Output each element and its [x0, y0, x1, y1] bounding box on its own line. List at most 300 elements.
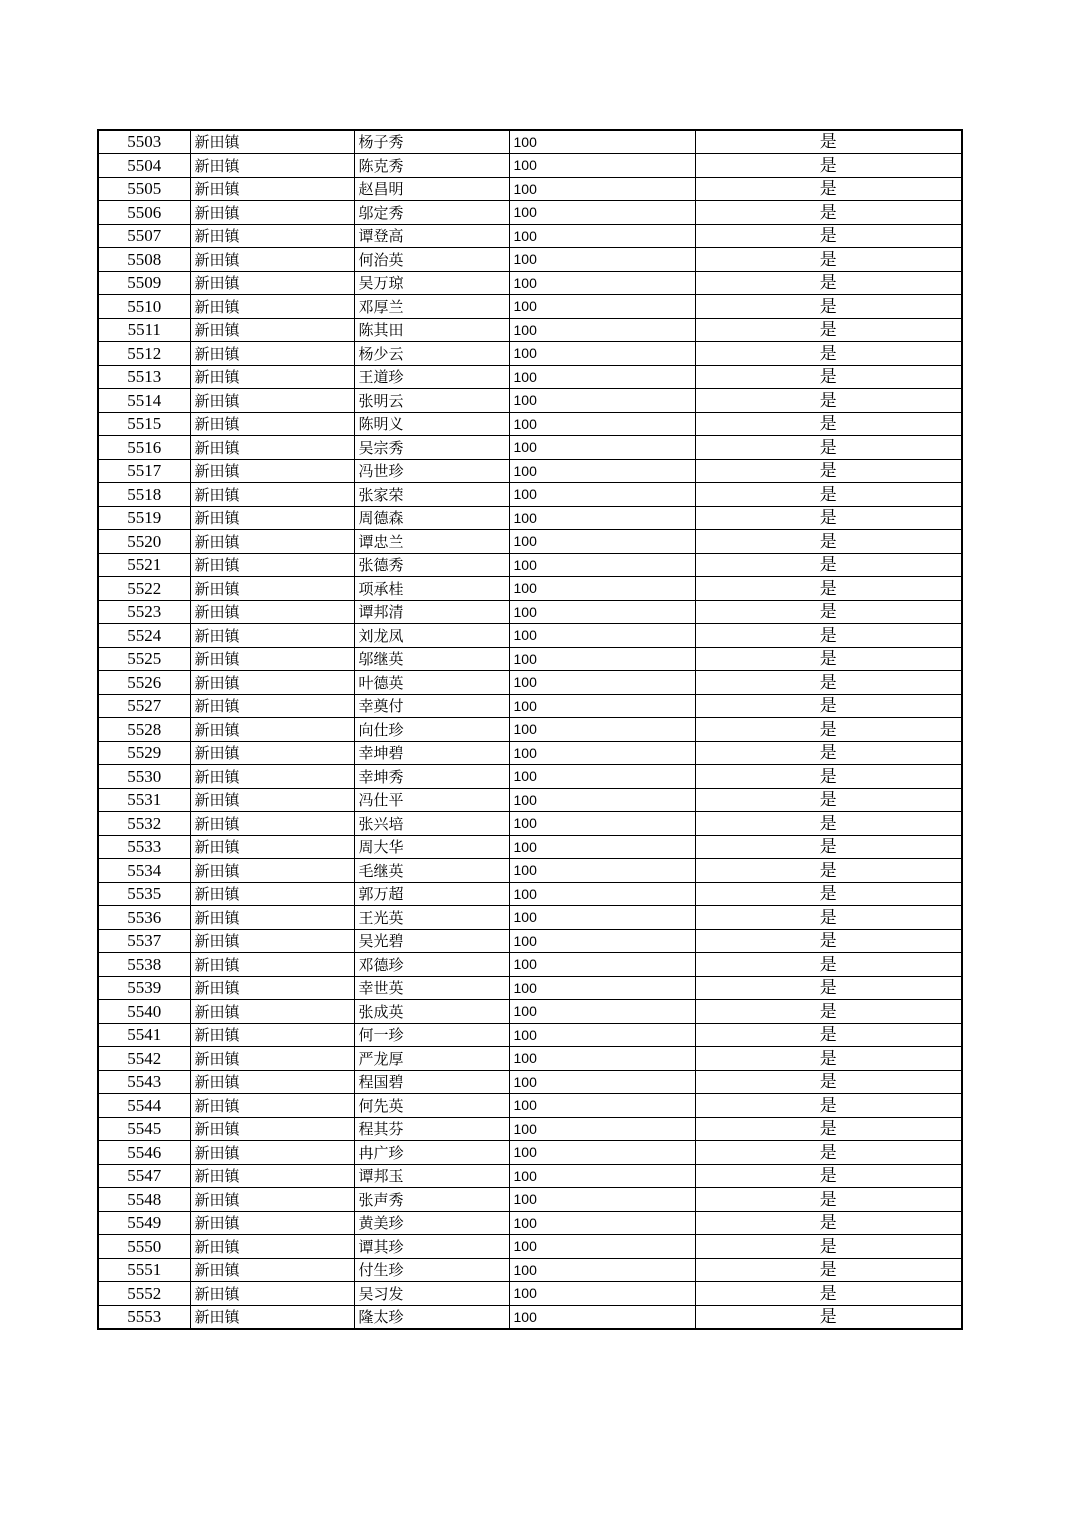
cell-flag: 是	[695, 436, 962, 460]
cell-flag: 是	[695, 459, 962, 483]
cell-amount: 100	[509, 1047, 695, 1071]
cell-flag: 是	[695, 1188, 962, 1212]
cell-name: 谭忠兰	[354, 530, 509, 554]
cell-name: 陈克秀	[354, 154, 509, 178]
cell-amount: 100	[509, 882, 695, 906]
cell-flag: 是	[695, 741, 962, 765]
cell-name: 项承桂	[354, 577, 509, 601]
cell-id: 5532	[98, 812, 190, 836]
cell-flag: 是	[695, 929, 962, 953]
cell-town: 新田镇	[190, 577, 354, 601]
cell-town: 新田镇	[190, 1235, 354, 1259]
cell-name: 严龙厚	[354, 1047, 509, 1071]
cell-flag: 是	[695, 1282, 962, 1306]
table-row	[98, 624, 962, 648]
cell-flag: 是	[695, 882, 962, 906]
cell-flag: 是	[695, 1258, 962, 1282]
table-row	[98, 530, 962, 554]
cell-name: 幸奠付	[354, 694, 509, 718]
cell-town: 新田镇	[190, 224, 354, 248]
cell-flag: 是	[695, 577, 962, 601]
cell-name: 陈其田	[354, 318, 509, 342]
cell-town: 新田镇	[190, 1000, 354, 1024]
cell-flag: 是	[695, 342, 962, 366]
cell-id: 5513	[98, 365, 190, 389]
cell-amount: 100	[509, 530, 695, 554]
cell-flag: 是	[695, 1164, 962, 1188]
cell-name: 陈明义	[354, 412, 509, 436]
cell-town: 新田镇	[190, 506, 354, 530]
cell-id: 5514	[98, 389, 190, 413]
cell-flag: 是	[695, 718, 962, 742]
cell-flag: 是	[695, 1023, 962, 1047]
table-row	[98, 201, 962, 225]
cell-amount: 100	[509, 1070, 695, 1094]
cell-flag: 是	[695, 224, 962, 248]
cell-name: 张声秀	[354, 1188, 509, 1212]
cell-id: 5504	[98, 154, 190, 178]
table-row	[98, 694, 962, 718]
cell-town: 新田镇	[190, 812, 354, 836]
table-row	[98, 271, 962, 295]
cell-id: 5542	[98, 1047, 190, 1071]
cell-town: 新田镇	[190, 694, 354, 718]
cell-town: 新田镇	[190, 365, 354, 389]
cell-flag: 是	[695, 1000, 962, 1024]
cell-id: 5536	[98, 906, 190, 930]
cell-flag: 是	[695, 671, 962, 695]
cell-id: 5509	[98, 271, 190, 295]
cell-amount: 100	[509, 788, 695, 812]
cell-town: 新田镇	[190, 929, 354, 953]
cell-flag: 是	[695, 271, 962, 295]
cell-name: 周大华	[354, 835, 509, 859]
cell-amount: 100	[509, 1141, 695, 1165]
cell-amount: 100	[509, 389, 695, 413]
cell-name: 杨少云	[354, 342, 509, 366]
table-row	[98, 765, 962, 789]
cell-flag: 是	[695, 1094, 962, 1118]
cell-town: 新田镇	[190, 976, 354, 1000]
cell-id: 5519	[98, 506, 190, 530]
cell-id: 5511	[98, 318, 190, 342]
cell-town: 新田镇	[190, 389, 354, 413]
cell-town: 新田镇	[190, 624, 354, 648]
cell-name: 刘龙凤	[354, 624, 509, 648]
table-row	[98, 1235, 962, 1259]
cell-amount: 100	[509, 271, 695, 295]
cell-id: 5544	[98, 1094, 190, 1118]
cell-amount: 100	[509, 1117, 695, 1141]
cell-town: 新田镇	[190, 483, 354, 507]
table-row	[98, 342, 962, 366]
cell-flag: 是	[695, 694, 962, 718]
cell-name: 张家荣	[354, 483, 509, 507]
table-row	[98, 1047, 962, 1071]
table-row	[98, 741, 962, 765]
cell-id: 5506	[98, 201, 190, 225]
cell-town: 新田镇	[190, 1211, 354, 1235]
table-row	[98, 953, 962, 977]
cell-id: 5527	[98, 694, 190, 718]
cell-name: 吴宗秀	[354, 436, 509, 460]
cell-id: 5510	[98, 295, 190, 319]
data-table	[97, 129, 963, 1330]
table-row	[98, 929, 962, 953]
cell-id: 5512	[98, 342, 190, 366]
cell-id: 5517	[98, 459, 190, 483]
cell-name: 冯世珍	[354, 459, 509, 483]
table-row	[98, 1141, 962, 1165]
cell-town: 新田镇	[190, 1023, 354, 1047]
cell-id: 5523	[98, 600, 190, 624]
cell-town: 新田镇	[190, 412, 354, 436]
table-row	[98, 1094, 962, 1118]
cell-name: 吴习发	[354, 1282, 509, 1306]
cell-amount: 100	[509, 1164, 695, 1188]
cell-town: 新田镇	[190, 1305, 354, 1329]
cell-id: 5518	[98, 483, 190, 507]
cell-town: 新田镇	[190, 671, 354, 695]
cell-town: 新田镇	[190, 248, 354, 272]
cell-amount: 100	[509, 1235, 695, 1259]
cell-id: 5538	[98, 953, 190, 977]
cell-flag: 是	[695, 506, 962, 530]
cell-flag: 是	[695, 953, 962, 977]
table-row	[98, 882, 962, 906]
cell-flag: 是	[695, 295, 962, 319]
cell-amount: 100	[509, 600, 695, 624]
cell-amount: 100	[509, 694, 695, 718]
table-row	[98, 154, 962, 178]
table-row	[98, 835, 962, 859]
cell-town: 新田镇	[190, 765, 354, 789]
cell-flag: 是	[695, 1235, 962, 1259]
cell-town: 新田镇	[190, 1047, 354, 1071]
cell-id: 5547	[98, 1164, 190, 1188]
cell-name: 王光英	[354, 906, 509, 930]
table-row	[98, 1000, 962, 1024]
cell-town: 新田镇	[190, 318, 354, 342]
cell-flag: 是	[695, 553, 962, 577]
table-row	[98, 600, 962, 624]
cell-town: 新田镇	[190, 741, 354, 765]
table-row	[98, 177, 962, 201]
cell-amount: 100	[509, 671, 695, 695]
cell-name: 张明云	[354, 389, 509, 413]
cell-flag: 是	[695, 1305, 962, 1329]
cell-id: 5546	[98, 1141, 190, 1165]
cell-town: 新田镇	[190, 788, 354, 812]
cell-flag: 是	[695, 765, 962, 789]
cell-town: 新田镇	[190, 1117, 354, 1141]
table-row	[98, 506, 962, 530]
cell-flag: 是	[695, 976, 962, 1000]
cell-name: 毛继英	[354, 859, 509, 883]
cell-amount: 100	[509, 177, 695, 201]
cell-amount: 100	[509, 459, 695, 483]
cell-flag: 是	[695, 389, 962, 413]
table-row	[98, 412, 962, 436]
cell-id: 5533	[98, 835, 190, 859]
cell-town: 新田镇	[190, 859, 354, 883]
cell-amount: 100	[509, 624, 695, 648]
cell-name: 谭邦玉	[354, 1164, 509, 1188]
cell-town: 新田镇	[190, 1070, 354, 1094]
cell-id: 5537	[98, 929, 190, 953]
cell-id: 5521	[98, 553, 190, 577]
cell-amount: 100	[509, 1094, 695, 1118]
cell-id: 5549	[98, 1211, 190, 1235]
cell-flag: 是	[695, 788, 962, 812]
table-row	[98, 906, 962, 930]
cell-town: 新田镇	[190, 201, 354, 225]
cell-id: 5551	[98, 1258, 190, 1282]
table-row	[98, 1164, 962, 1188]
cell-flag: 是	[695, 365, 962, 389]
cell-flag: 是	[695, 647, 962, 671]
cell-town: 新田镇	[190, 906, 354, 930]
cell-id: 5548	[98, 1188, 190, 1212]
cell-amount: 100	[509, 1282, 695, 1306]
table-body	[98, 130, 962, 1329]
cell-town: 新田镇	[190, 882, 354, 906]
cell-id: 5515	[98, 412, 190, 436]
table-row	[98, 976, 962, 1000]
cell-amount: 100	[509, 506, 695, 530]
table-row	[98, 1211, 962, 1235]
cell-amount: 100	[509, 1258, 695, 1282]
cell-name: 幸坤秀	[354, 765, 509, 789]
table-row	[98, 1258, 962, 1282]
cell-id: 5520	[98, 530, 190, 554]
table-row	[98, 647, 962, 671]
cell-amount: 100	[509, 1211, 695, 1235]
cell-name: 赵昌明	[354, 177, 509, 201]
cell-town: 新田镇	[190, 718, 354, 742]
cell-amount: 100	[509, 906, 695, 930]
cell-id: 5540	[98, 1000, 190, 1024]
table-row	[98, 318, 962, 342]
cell-amount: 100	[509, 577, 695, 601]
cell-town: 新田镇	[190, 271, 354, 295]
cell-amount: 100	[509, 154, 695, 178]
cell-id: 5530	[98, 765, 190, 789]
cell-amount: 100	[509, 342, 695, 366]
table-row	[98, 248, 962, 272]
cell-amount: 100	[509, 765, 695, 789]
table-row	[98, 295, 962, 319]
cell-flag: 是	[695, 1047, 962, 1071]
table-row	[98, 788, 962, 812]
cell-name: 邬定秀	[354, 201, 509, 225]
cell-town: 新田镇	[190, 835, 354, 859]
cell-name: 冉广珍	[354, 1141, 509, 1165]
cell-amount: 100	[509, 835, 695, 859]
cell-name: 谭其珍	[354, 1235, 509, 1259]
cell-id: 5541	[98, 1023, 190, 1047]
cell-amount: 100	[509, 741, 695, 765]
cell-name: 隆太珍	[354, 1305, 509, 1329]
cell-flag: 是	[695, 177, 962, 201]
cell-town: 新田镇	[190, 953, 354, 977]
cell-name: 黄美珍	[354, 1211, 509, 1235]
cell-name: 程国碧	[354, 1070, 509, 1094]
table-row	[98, 1282, 962, 1306]
cell-flag: 是	[695, 1070, 962, 1094]
cell-name: 向仕珍	[354, 718, 509, 742]
cell-name: 谭邦清	[354, 600, 509, 624]
table-row	[98, 553, 962, 577]
cell-name: 吴光碧	[354, 929, 509, 953]
cell-amount: 100	[509, 483, 695, 507]
cell-id: 5522	[98, 577, 190, 601]
table-row	[98, 483, 962, 507]
cell-flag: 是	[695, 483, 962, 507]
table-row	[98, 671, 962, 695]
cell-amount: 100	[509, 224, 695, 248]
cell-flag: 是	[695, 906, 962, 930]
cell-name: 吴万琼	[354, 271, 509, 295]
cell-id: 5507	[98, 224, 190, 248]
cell-id: 5550	[98, 1235, 190, 1259]
cell-name: 叶德英	[354, 671, 509, 695]
cell-name: 谭登高	[354, 224, 509, 248]
cell-flag: 是	[695, 1117, 962, 1141]
cell-flag: 是	[695, 624, 962, 648]
table-row	[98, 812, 962, 836]
cell-amount: 100	[509, 436, 695, 460]
cell-flag: 是	[695, 248, 962, 272]
table-row	[98, 1305, 962, 1329]
cell-flag: 是	[695, 835, 962, 859]
cell-town: 新田镇	[190, 459, 354, 483]
cell-amount: 100	[509, 812, 695, 836]
cell-flag: 是	[695, 318, 962, 342]
cell-name: 郭万超	[354, 882, 509, 906]
table-row	[98, 459, 962, 483]
cell-name: 程其芬	[354, 1117, 509, 1141]
cell-amount: 100	[509, 1188, 695, 1212]
cell-flag: 是	[695, 201, 962, 225]
table-row	[98, 1023, 962, 1047]
cell-name: 邬继英	[354, 647, 509, 671]
table-row	[98, 224, 962, 248]
table-row	[98, 1070, 962, 1094]
cell-amount: 100	[509, 929, 695, 953]
cell-name: 何一珍	[354, 1023, 509, 1047]
cell-name: 邓德珍	[354, 953, 509, 977]
cell-id: 5508	[98, 248, 190, 272]
cell-id: 5505	[98, 177, 190, 201]
cell-amount: 100	[509, 318, 695, 342]
cell-amount: 100	[509, 718, 695, 742]
table-row	[98, 365, 962, 389]
cell-name: 杨子秀	[354, 130, 509, 154]
cell-name: 付生珍	[354, 1258, 509, 1282]
cell-town: 新田镇	[190, 130, 354, 154]
cell-id: 5539	[98, 976, 190, 1000]
cell-id: 5529	[98, 741, 190, 765]
cell-name: 张德秀	[354, 553, 509, 577]
cell-flag: 是	[695, 154, 962, 178]
table-row	[98, 577, 962, 601]
cell-id: 5534	[98, 859, 190, 883]
cell-id: 5535	[98, 882, 190, 906]
cell-amount: 100	[509, 295, 695, 319]
cell-town: 新田镇	[190, 600, 354, 624]
table-row	[98, 859, 962, 883]
cell-town: 新田镇	[190, 436, 354, 460]
cell-id: 5545	[98, 1117, 190, 1141]
cell-id: 5552	[98, 1282, 190, 1306]
cell-amount: 100	[509, 201, 695, 225]
cell-town: 新田镇	[190, 647, 354, 671]
cell-id: 5543	[98, 1070, 190, 1094]
cell-amount: 100	[509, 1305, 695, 1329]
cell-amount: 100	[509, 412, 695, 436]
cell-flag: 是	[695, 530, 962, 554]
cell-flag: 是	[695, 1211, 962, 1235]
cell-town: 新田镇	[190, 154, 354, 178]
cell-amount: 100	[509, 976, 695, 1000]
cell-name: 幸坤碧	[354, 741, 509, 765]
cell-town: 新田镇	[190, 1282, 354, 1306]
cell-name: 张成英	[354, 1000, 509, 1024]
cell-flag: 是	[695, 600, 962, 624]
cell-amount: 100	[509, 553, 695, 577]
cell-name: 张兴培	[354, 812, 509, 836]
cell-id: 5553	[98, 1305, 190, 1329]
cell-amount: 100	[509, 1000, 695, 1024]
cell-flag: 是	[695, 859, 962, 883]
cell-name: 邓厚兰	[354, 295, 509, 319]
cell-town: 新田镇	[190, 1094, 354, 1118]
cell-name: 何治英	[354, 248, 509, 272]
cell-amount: 100	[509, 859, 695, 883]
cell-town: 新田镇	[190, 1141, 354, 1165]
cell-amount: 100	[509, 1023, 695, 1047]
cell-name: 冯仕平	[354, 788, 509, 812]
cell-flag: 是	[695, 412, 962, 436]
cell-town: 新田镇	[190, 1258, 354, 1282]
cell-town: 新田镇	[190, 530, 354, 554]
cell-amount: 100	[509, 248, 695, 272]
table-row	[98, 1117, 962, 1141]
table-row	[98, 718, 962, 742]
cell-amount: 100	[509, 953, 695, 977]
cell-id: 5503	[98, 130, 190, 154]
cell-town: 新田镇	[190, 553, 354, 577]
cell-id: 5526	[98, 671, 190, 695]
cell-name: 何先英	[354, 1094, 509, 1118]
cell-id: 5531	[98, 788, 190, 812]
cell-id: 5516	[98, 436, 190, 460]
cell-amount: 100	[509, 647, 695, 671]
table-row	[98, 436, 962, 460]
cell-flag: 是	[695, 130, 962, 154]
cell-id: 5528	[98, 718, 190, 742]
cell-flag: 是	[695, 1141, 962, 1165]
cell-town: 新田镇	[190, 295, 354, 319]
table-row	[98, 130, 962, 154]
cell-town: 新田镇	[190, 177, 354, 201]
cell-town: 新田镇	[190, 342, 354, 366]
cell-name: 王道珍	[354, 365, 509, 389]
cell-town: 新田镇	[190, 1164, 354, 1188]
cell-amount: 100	[509, 365, 695, 389]
table-row	[98, 1188, 962, 1212]
